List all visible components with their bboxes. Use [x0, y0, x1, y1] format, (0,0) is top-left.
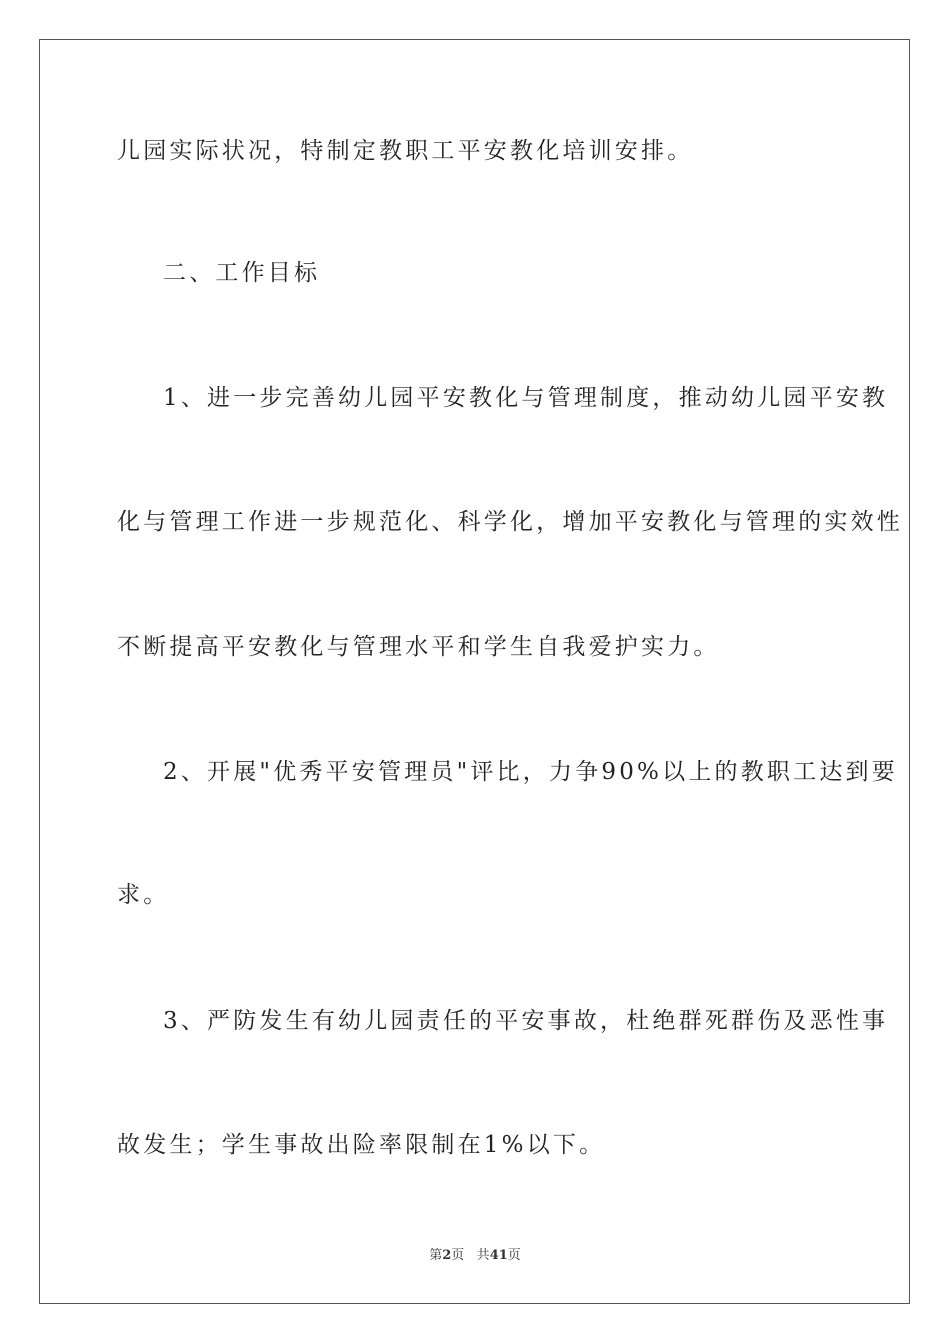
page-number: 2: [442, 1248, 452, 1263]
total-prefix: 共: [476, 1248, 490, 1263]
paragraph-line-4: 化与管理工作进一步规范化、科学化，增加平安教化与管理的实效性: [117, 509, 903, 535]
paragraph-line-5: 不断提高平安教化与管理水平和学生自我爱护实力。: [117, 634, 720, 660]
paragraph-line-1: 儿园实际状况，特制定教职工平安教化培训安排。: [117, 138, 694, 164]
page-border: [39, 39, 910, 1304]
paragraph-line-6: 2、开展"优秀平安管理员"评比，力争90%以上的教职工达到要: [163, 759, 898, 785]
paragraph-line-8: 3、严防发生有幼儿园责任的平安事故，杜绝群死群伤及恶性事: [163, 1008, 889, 1034]
paragraph-line-3: 1、进一步完善幼儿园平安教化与管理制度，推动幼儿园平安教: [163, 385, 889, 411]
total-suffix: 页: [507, 1248, 521, 1263]
page-prefix: 第: [429, 1248, 443, 1263]
paragraph-line-7: 求。: [117, 882, 170, 908]
total-pages: 41: [489, 1248, 508, 1263]
page-footer: [0, 1247, 950, 1265]
page-suffix: 页: [451, 1248, 465, 1263]
paragraph-line-9: 故发生；学生事故出险率限制在1%以下。: [117, 1132, 606, 1158]
section-heading: 二、工作目标: [163, 260, 321, 286]
